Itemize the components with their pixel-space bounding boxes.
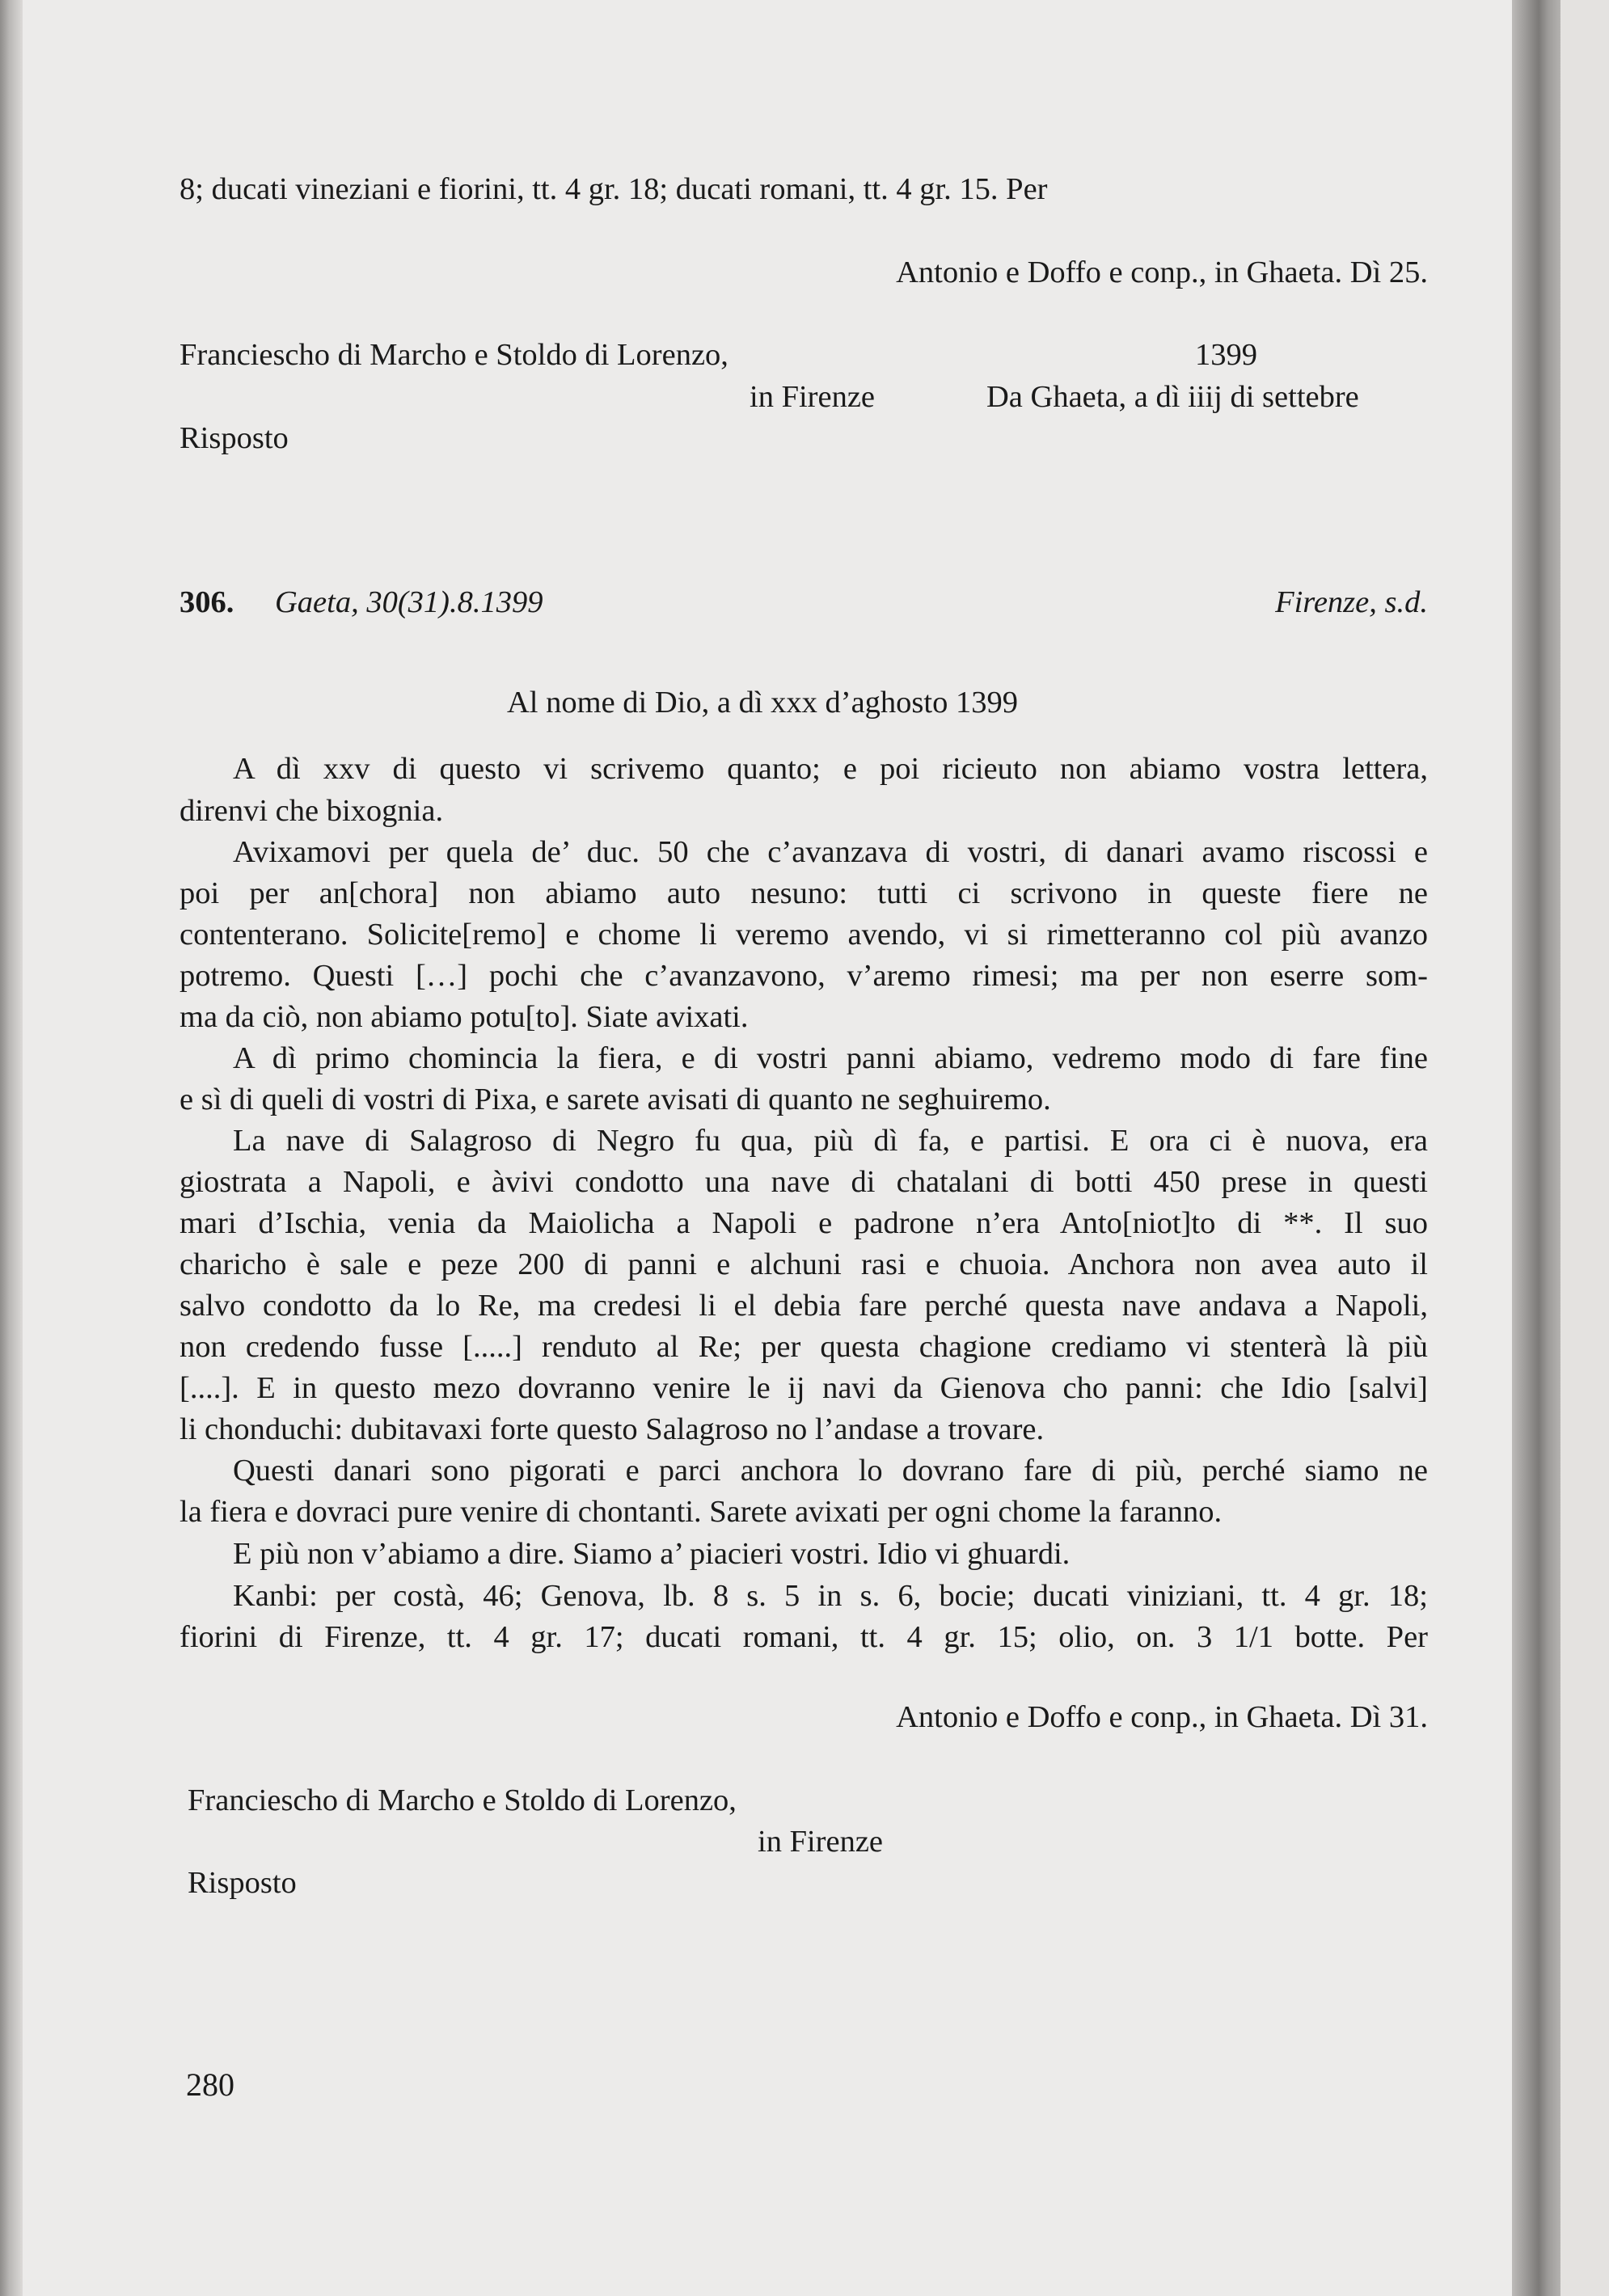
continuation-year: 1399: [1195, 338, 1257, 372]
page-binding-shadow: [0, 0, 23, 2296]
body-line: La nave di Salagroso di Negro fu qua, più dì fa, e partisi. E ora ci è nuova, era: [233, 1124, 1428, 1158]
body-line: li chonduchi: dubitavaxi forte questo Salagroso no l’andase a trovare.: [179, 1412, 1045, 1446]
letter-addressee-city: in Firenze: [758, 1825, 884, 1859]
body-line: potremo. Questi […] pochi che c’avanzavono, v’aremo rimesi; ma per non eserre som-: [179, 959, 1428, 993]
body-line: la fiera e dovraci pure venire di chontanti. Sarete avixati per ogni chome la faranno.: [179, 1495, 1223, 1529]
continuation-line: 8; ducati vineziani e fiorini, tt. 4 gr. 18; ducati romani, tt. 4 gr. 15. Per: [179, 172, 1048, 206]
body-line: salvo condotto da lo Re, ma credesi li el debia fare perché questa nave andava a Napoli,: [179, 1289, 1428, 1323]
page-edge-stack: [1512, 0, 1560, 2296]
letter-to-date: Firenze, s.d.: [1275, 585, 1428, 619]
body-line: Questi danari sono pigorati e parci anchora lo dovrano fare di più, perché siamo ne: [233, 1454, 1428, 1488]
body-line: A dì primo chomincia la fiera, e di vostri panni abiamo, vedremo modo di fare fine: [233, 1041, 1428, 1075]
letter-number: 306.: [179, 585, 234, 619]
body-line: A dì xxv di questo vi scrivemo quanto; e poi ricieuto non abiamo vostra lettera,: [233, 752, 1428, 786]
letter-invocation: Al nome di Dio, a dì xxx d’aghosto 1399: [507, 686, 1018, 720]
body-line: E più non v’abiamo a dire. Siamo a’ piacieri vostri. Idio vi ghuardi.: [233, 1537, 1071, 1571]
continuation-risposto: Risposto: [179, 421, 289, 455]
body-line: mari d’Ischia, venia da Maiolicha a Napoli e padrone n’era Anto[niot]to di **. Il suo: [179, 1206, 1428, 1240]
body-line: charicho è sale e peze 200 di panni e alchuni rasi e chuoia. Anchora non avea auto il: [179, 1247, 1428, 1281]
continuation-addressee: Franciescho di Marcho e Stoldo di Lorenzo,: [179, 338, 728, 372]
body-line: non credendo fusse [.....] renduto al Re; per questa chagione crediamo vi stenterà là più: [179, 1330, 1428, 1364]
body-line: ma da ciò, non abiamo potu[to]. Siate avixati.: [179, 1000, 749, 1034]
body-line: Kanbi: per costà, 46; Genova, lb. 8 s. 5 in s. 6, bocie; ducati viniziani, tt. 4 gr. 18;: [233, 1579, 1428, 1613]
letter-from-date: Gaeta, 30(31).8.1399: [275, 585, 543, 619]
page-number: 280: [186, 2066, 234, 2103]
body-line: direnvi che bixognia.: [179, 794, 444, 828]
body-line: contenteranо. Solicite[remo] e chome li veremo avendo, vi si rimetteranno col più avanzo: [179, 918, 1428, 952]
body-line: e sì di queli di vostri di Pixa, e sarete avisati di quanto ne seghuiremo.: [179, 1083, 1051, 1116]
continuation-sender: Antonio e Doffo e conp., in Ghaeta. Dì 25.: [896, 255, 1428, 289]
letter-risposto: Risposto: [188, 1866, 297, 1900]
body-line: poi per an[chora] non abiamo auto nesuno: tutti ci scrivono in queste fiere ne: [179, 876, 1428, 910]
letter-sender: Antonio e Doffo e conp., in Ghaeta. Dì 31.: [896, 1700, 1428, 1734]
continuation-origin-date: Da Ghaeta, a dì iiij di settebre: [986, 380, 1359, 414]
body-line: [....]. E in questo mezo dovranno venire le ij navi da Gienova cho panni: che Idio [salvi]: [179, 1371, 1428, 1405]
body-line: giostrata a Napoli, e àvivi condotto una nave di chatalani di botti 450 prese in questi: [179, 1165, 1428, 1199]
letter-addressee: Franciescho di Marcho e Stoldo di Lorenzo,: [188, 1783, 737, 1817]
body-line: Avixamovi per quela de’ duc. 50 che c’avanzava di vostri, di danari avamo riscossi e: [233, 835, 1428, 869]
continuation-addressee-city: in Firenze: [750, 380, 876, 414]
body-line: fiorini di Firenze, tt. 4 gr. 17; ducati romani, tt. 4 gr. 15; olio, on. 3 1/1 botte. Per: [179, 1620, 1428, 1654]
